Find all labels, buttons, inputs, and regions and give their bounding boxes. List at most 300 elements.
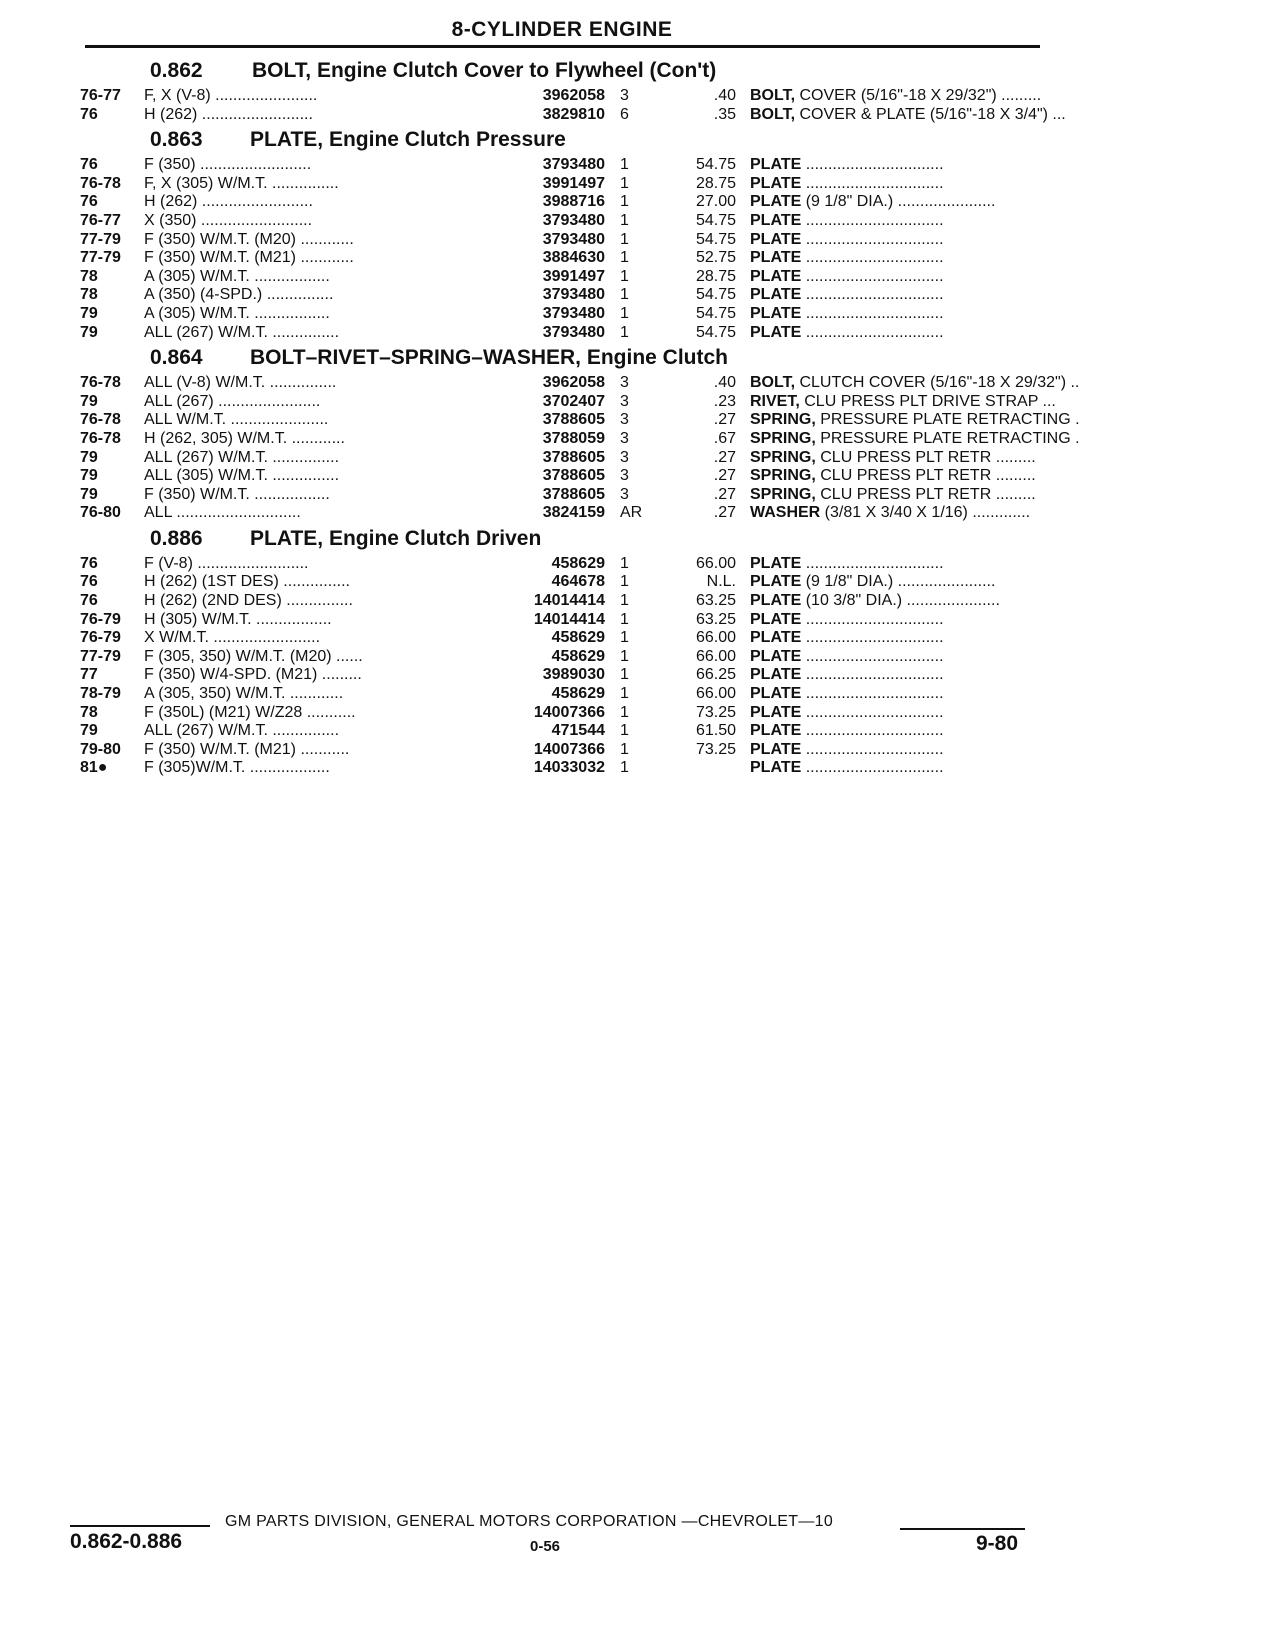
description-cell <box>750 629 1110 648</box>
description-cell <box>750 156 1110 175</box>
table-row <box>80 268 1060 287</box>
description-detail: ............................... <box>801 629 944 647</box>
description-keyword: WASHER <box>750 504 821 522</box>
quantity-cell: 1 <box>620 759 629 777</box>
price-cell: 73.25 <box>695 740 736 758</box>
description-detail: (9 1/8" DIA.) ...................... <box>801 193 996 211</box>
description-detail: ............................... <box>801 554 944 572</box>
part-number-cell: 3991497 <box>542 174 605 192</box>
description-cell <box>750 592 1110 611</box>
section-number: 0.863 <box>150 128 203 152</box>
table-row <box>80 648 1060 667</box>
quantity-cell: 3 <box>620 392 629 410</box>
description-keyword: BOLT, <box>750 87 796 104</box>
price-cell: 66.00 <box>695 685 736 703</box>
table-row <box>80 449 1060 468</box>
year-cell: 77-79 <box>80 249 121 267</box>
part-number-cell: 3989030 <box>542 666 605 684</box>
quantity-cell: 1 <box>620 267 629 285</box>
section-title: BOLT–RIVET–SPRING–WASHER, Engine Clutch <box>250 346 728 370</box>
description-detail: CLU PRESS PLT RETR ......... <box>815 467 1036 485</box>
year-cell: 77-79 <box>80 230 121 248</box>
description-detail: ............................... <box>801 610 944 628</box>
application-cell: F (350) W/M.T. (M21) ............ <box>144 249 354 267</box>
price-cell: .67 <box>713 429 736 447</box>
application-cell: ALL (267) W/M.T. ............... <box>144 448 340 466</box>
price-cell: 66.00 <box>695 647 736 665</box>
quantity-cell: 6 <box>620 105 629 123</box>
price-cell: .27 <box>713 448 736 466</box>
price-cell: 63.25 <box>695 592 736 610</box>
application-cell: F (350) W/4-SPD. (M21) ......... <box>144 666 362 684</box>
application-cell: H (262) (1ST DES) ............... <box>144 573 350 591</box>
description-cell <box>750 231 1110 250</box>
description-cell <box>750 666 1110 685</box>
year-cell: 76-78 <box>80 174 121 192</box>
application-cell: ALL (305) W/M.T. ............... <box>144 467 340 485</box>
year-cell: 76-78 <box>80 429 121 447</box>
price-cell: 54.75 <box>695 323 736 341</box>
year-cell: 76 <box>80 592 98 610</box>
section-header <box>80 124 1060 156</box>
application-cell: H (262) (2ND DES) ............... <box>144 592 353 610</box>
description-detail: ............................... <box>801 286 944 304</box>
description-detail: ............................... <box>801 740 944 758</box>
table-row <box>80 629 1060 648</box>
quantity-cell: 1 <box>620 647 629 665</box>
table-row <box>80 286 1060 305</box>
description-keyword: PLATE <box>750 249 802 267</box>
description-detail: ............................... <box>801 647 944 665</box>
quantity-cell: 1 <box>620 722 629 740</box>
description-detail: (3/81 X 3/40 X 1/16) ............. <box>820 504 1031 522</box>
part-number-cell: 458629 <box>551 647 605 665</box>
description-keyword: PLATE <box>750 156 802 174</box>
table-row <box>80 486 1060 505</box>
description-cell <box>750 305 1110 324</box>
year-cell: 77 <box>80 666 98 684</box>
table-row <box>80 611 1060 630</box>
year-cell: 76-77 <box>80 211 121 229</box>
description-keyword: PLATE <box>750 230 802 248</box>
description-keyword: PLATE <box>750 629 802 647</box>
description-keyword: PLATE <box>750 304 802 322</box>
price-cell: 63.25 <box>695 610 736 628</box>
title-rule <box>85 45 1040 48</box>
description-keyword: PLATE <box>750 666 802 684</box>
table-row <box>80 156 1060 175</box>
year-cell: 78 <box>80 286 98 304</box>
description-detail: CLUTCH COVER (5/16"-18 X 29/32") .. <box>795 374 1080 392</box>
application-cell: F (305, 350) W/M.T. (M20) ...... <box>144 647 363 665</box>
quantity-cell: 1 <box>620 592 629 610</box>
description-cell <box>750 648 1110 667</box>
description-detail: COVER & PLATE (5/16"-18 X 3/4") ... <box>795 105 1066 123</box>
footer-date: 9-80 <box>976 1532 1019 1555</box>
description-keyword: BOLT, <box>750 105 796 123</box>
table-row <box>80 467 1060 486</box>
quantity-cell: 1 <box>620 193 629 211</box>
description-cell <box>750 106 1110 125</box>
description-cell <box>750 87 1110 106</box>
application-cell: A (305) W/M.T. ................. <box>144 267 330 285</box>
quantity-cell: 1 <box>620 610 629 628</box>
description-cell <box>750 504 1110 523</box>
quantity-cell: 3 <box>620 467 629 485</box>
application-cell: F (350) ......................... <box>144 156 312 174</box>
part-number-cell: 3793480 <box>542 304 605 322</box>
description-cell <box>750 741 1110 760</box>
description-detail: ............................... <box>801 211 944 229</box>
quantity-cell: 1 <box>620 685 629 703</box>
year-cell: 78-79 <box>80 685 121 703</box>
page-title: 8-CYLINDER ENGINE <box>451 18 673 41</box>
table-row <box>80 105 1066 125</box>
price-cell: 66.00 <box>695 629 736 647</box>
application-cell: A (305) W/M.T. ................. <box>144 304 330 322</box>
description-keyword: SPRING, <box>750 467 816 485</box>
part-number-cell: 14033032 <box>533 759 605 777</box>
part-number-cell: 458629 <box>551 685 605 703</box>
part-number-cell: 3793480 <box>542 323 605 341</box>
part-number-cell: 3788059 <box>542 429 605 447</box>
description-cell <box>750 430 1110 449</box>
description-keyword: PLATE <box>750 193 802 211</box>
table-row <box>80 87 1060 106</box>
part-number-cell: 464678 <box>551 573 605 591</box>
application-cell: H (305) W/M.T. ................. <box>144 610 332 628</box>
quantity-cell: 1 <box>620 230 629 248</box>
description-keyword: PLATE <box>750 647 802 665</box>
table-row <box>80 704 1060 723</box>
price-cell: .27 <box>713 504 736 522</box>
application-cell: H (262) ......................... <box>144 105 313 123</box>
description-detail: ............................... <box>801 267 944 285</box>
part-number-cell: 14014414 <box>533 610 605 628</box>
description-cell <box>750 449 1110 468</box>
description-cell <box>750 467 1110 486</box>
year-cell: 77-79 <box>80 647 121 665</box>
table-row <box>80 305 1060 324</box>
description-detail: ............................... <box>801 666 944 684</box>
description-detail: ............................... <box>801 703 944 721</box>
description-detail: CLU PRESS PLT DRIVE STRAP ... <box>799 392 1056 410</box>
parts-catalog <box>80 55 1080 778</box>
description-detail: ............................... <box>801 722 944 740</box>
description-keyword: SPRING, <box>750 429 816 447</box>
quantity-cell: 1 <box>620 211 629 229</box>
description-keyword: RIVET, <box>750 392 800 410</box>
table-row <box>80 429 1080 449</box>
part-number-cell: 3788605 <box>542 485 605 503</box>
part-number-cell: 3829810 <box>542 105 605 123</box>
year-cell: 79 <box>80 304 98 322</box>
price-cell: 54.75 <box>695 211 736 229</box>
description-cell <box>750 759 1110 778</box>
part-number-cell: 3788605 <box>542 467 605 485</box>
description-keyword: PLATE <box>750 685 802 703</box>
part-number-cell: 3793480 <box>542 211 605 229</box>
year-cell: 76-80 <box>80 504 121 522</box>
application-cell: F (350) W/M.T. ................. <box>144 485 330 503</box>
year-cell: 76 <box>80 156 98 174</box>
quantity-cell: 1 <box>620 740 629 758</box>
year-cell: 79 <box>80 722 98 740</box>
year-cell: 76 <box>80 105 98 123</box>
application-cell: F (V-8) ......................... <box>144 554 309 572</box>
application-cell: H (262, 305) W/M.T. ............ <box>144 429 345 447</box>
year-cell: 81● <box>80 759 108 777</box>
section-number: 0.864 <box>150 346 203 370</box>
table-row <box>80 741 1060 760</box>
application-cell: ALL W/M.T. ...................... <box>144 411 329 429</box>
price-cell: .40 <box>713 87 736 104</box>
quantity-cell: 3 <box>620 411 629 429</box>
price-cell: 61.50 <box>695 722 736 740</box>
footer-section-range: 0.862-0.886 <box>70 1530 183 1553</box>
part-number-cell: 3988716 <box>542 193 605 211</box>
description-detail: PRESSURE PLATE RETRACTING . <box>815 429 1080 447</box>
description-cell <box>750 611 1110 630</box>
price-cell: .27 <box>713 467 736 485</box>
year-cell: 78 <box>80 267 98 285</box>
description-keyword: PLATE <box>750 554 802 572</box>
description-detail: ............................... <box>801 174 944 192</box>
quantity-cell: 1 <box>620 249 629 267</box>
year-cell: 79 <box>80 467 98 485</box>
part-number-cell: 3824159 <box>542 504 605 522</box>
description-cell <box>750 212 1110 231</box>
description-detail: ............................... <box>801 759 944 777</box>
part-number-cell: 14007366 <box>533 703 605 721</box>
application-cell: ALL (267) W/M.T. ............... <box>144 323 340 341</box>
description-cell <box>750 393 1110 412</box>
part-number-cell: 3884630 <box>542 249 605 267</box>
application-cell: F, X (305) W/M.T. ............... <box>144 174 339 192</box>
part-number-cell: 3793480 <box>542 286 605 304</box>
table-row <box>80 374 1080 393</box>
description-keyword: PLATE <box>750 740 802 758</box>
year-cell: 79 <box>80 448 98 466</box>
section-header <box>80 523 1060 555</box>
section-title: PLATE, Engine Clutch Driven <box>250 526 542 550</box>
description-keyword: SPRING, <box>750 448 816 466</box>
year-cell: 76-78 <box>80 374 121 392</box>
quantity-cell: 1 <box>620 304 629 322</box>
part-number-cell: 3793480 <box>542 230 605 248</box>
description-keyword: PLATE <box>750 722 802 740</box>
quantity-cell: 1 <box>620 666 629 684</box>
year-cell: 76 <box>80 193 98 211</box>
description-detail: ............................... <box>801 230 944 248</box>
year-cell: 76 <box>80 573 98 591</box>
price-cell: 73.25 <box>695 703 736 721</box>
part-number-cell: 14014414 <box>533 592 605 610</box>
application-cell: ALL ............................ <box>144 504 301 522</box>
description-cell <box>750 411 1110 430</box>
table-row <box>80 393 1060 412</box>
description-cell <box>750 193 1110 212</box>
price-cell: 54.75 <box>695 304 736 322</box>
application-cell: ALL (267) W/M.T. ............... <box>144 722 340 740</box>
description-keyword: PLATE <box>750 759 802 777</box>
section-header <box>80 342 1060 374</box>
price-cell: 66.00 <box>695 554 736 572</box>
quantity-cell: 3 <box>620 485 629 503</box>
description-cell <box>750 268 1110 287</box>
table-row <box>80 573 1060 592</box>
description-keyword: PLATE <box>750 703 802 721</box>
quantity-cell: 1 <box>620 629 629 647</box>
price-cell: 27.00 <box>695 193 736 211</box>
table-row <box>80 666 1060 685</box>
description-cell <box>750 249 1110 268</box>
price-cell: 54.75 <box>695 156 736 174</box>
quantity-cell: 1 <box>620 703 629 721</box>
section-header <box>80 55 1060 87</box>
table-row <box>80 555 1060 574</box>
quantity-cell: AR <box>620 504 643 522</box>
year-cell: 76-79 <box>80 610 121 628</box>
part-number-cell: 3788605 <box>542 448 605 466</box>
description-keyword: SPRING, <box>750 485 816 503</box>
table-row <box>80 592 1060 611</box>
price-cell: .35 <box>713 105 736 123</box>
description-detail: (10 3/8" DIA.) ..................... <box>801 592 1000 610</box>
table-row <box>80 175 1060 194</box>
price-cell: 54.75 <box>695 230 736 248</box>
year-cell: 76-78 <box>80 411 121 429</box>
quantity-cell: 3 <box>620 374 629 392</box>
price-cell: .23 <box>713 392 736 410</box>
description-detail: ............................... <box>801 304 944 322</box>
table-row <box>80 193 1060 212</box>
section-number: 0.886 <box>150 526 203 550</box>
part-number-cell: 3702407 <box>542 392 605 410</box>
quantity-cell: 3 <box>620 448 629 466</box>
description-detail: ............................... <box>801 323 944 341</box>
application-cell: A (305, 350) W/M.T. ............ <box>144 685 344 703</box>
price-cell: 52.75 <box>695 249 736 267</box>
description-cell <box>750 324 1110 343</box>
application-cell: A (350) (4-SPD.) ............... <box>144 286 334 304</box>
description-cell <box>750 374 1110 393</box>
part-number-cell: 14007366 <box>533 740 605 758</box>
year-cell: 76-77 <box>80 87 121 104</box>
description-detail: (9 1/8" DIA.) ...................... <box>801 573 996 591</box>
quantity-cell: 1 <box>620 554 629 572</box>
description-cell <box>750 704 1110 723</box>
application-cell: X W/M.T. ........................ <box>144 629 321 647</box>
application-cell: ALL (V-8) W/M.T. ............... <box>144 374 337 392</box>
table-row <box>80 411 1080 430</box>
year-cell: 79 <box>80 392 98 410</box>
part-number-cell: 458629 <box>551 554 605 572</box>
application-cell: F (305)W/M.T. .................. <box>144 759 330 777</box>
price-cell: 54.75 <box>695 286 736 304</box>
price-cell: 28.75 <box>695 267 736 285</box>
price-cell: .27 <box>713 485 736 503</box>
description-keyword: PLATE <box>750 211 802 229</box>
section-title: PLATE, Engine Clutch Pressure <box>250 128 566 152</box>
description-detail: ............................... <box>801 249 944 267</box>
table-row <box>80 324 1060 343</box>
quantity-cell: 1 <box>620 174 629 192</box>
description-detail: CLU PRESS PLT RETR ......... <box>815 485 1036 503</box>
table-row <box>80 722 1060 741</box>
description-cell <box>750 722 1110 741</box>
year-cell: 79 <box>80 485 98 503</box>
description-keyword: PLATE <box>750 286 802 304</box>
year-cell: 79-80 <box>80 740 121 758</box>
price-cell: .27 <box>713 411 736 429</box>
part-number-cell: 3793480 <box>542 156 605 174</box>
year-cell: 78 <box>80 703 98 721</box>
quantity-cell: 3 <box>620 87 629 104</box>
description-keyword: PLATE <box>750 174 802 192</box>
part-number-cell: 471544 <box>551 722 605 740</box>
description-cell <box>750 573 1110 592</box>
part-number-cell: 3962058 <box>542 87 605 104</box>
description-cell <box>750 286 1110 305</box>
quantity-cell: 1 <box>620 156 629 174</box>
footer-rule-right <box>900 1528 1025 1530</box>
year-cell: 76 <box>80 554 98 572</box>
description-cell <box>750 486 1110 505</box>
table-row <box>80 249 1060 268</box>
description-detail: CLU PRESS PLT RETR ......... <box>815 448 1036 466</box>
quantity-cell: 3 <box>620 429 629 447</box>
price-cell: N.L. <box>706 573 736 591</box>
description-keyword: SPRING, <box>750 411 816 429</box>
description-detail: ............................... <box>801 156 944 174</box>
description-detail: COVER (5/16"-18 X 29/32") ......... <box>795 87 1042 104</box>
year-cell: 76-79 <box>80 629 121 647</box>
price-cell: 66.25 <box>695 666 736 684</box>
description-keyword: BOLT, <box>750 374 796 392</box>
table-row <box>80 759 1060 778</box>
description-keyword: PLATE <box>750 323 802 341</box>
section-title: BOLT, Engine Clutch Cover to Flywheel (Con't) <box>252 59 717 82</box>
description-keyword: PLATE <box>750 610 802 628</box>
application-cell: F (350) W/M.T. (M21) ........... <box>144 740 350 758</box>
description-cell <box>750 175 1110 194</box>
footer-publisher: GM PARTS DIVISION, GENERAL MOTORS CORPORATION —CHEVROLET—10 <box>225 1513 834 1530</box>
footer-page-number: 0-56 <box>530 1538 561 1555</box>
table-row <box>80 504 1060 523</box>
quantity-cell: 1 <box>620 286 629 304</box>
price-cell: 28.75 <box>695 174 736 192</box>
section-number: 0.862 <box>150 59 203 82</box>
description-keyword: PLATE <box>750 573 802 591</box>
footer-rule-left <box>70 1525 210 1527</box>
description-cell <box>750 685 1110 704</box>
application-cell: F, X (V-8) ....................... <box>144 87 318 104</box>
part-number-cell: 3991497 <box>542 267 605 285</box>
application-cell: F (350L) (M21) W/Z28 ........... <box>144 703 356 721</box>
quantity-cell: 1 <box>620 573 629 591</box>
application-cell: X (350) ......................... <box>144 211 313 229</box>
description-keyword: PLATE <box>750 267 802 285</box>
part-number-cell: 458629 <box>551 629 605 647</box>
table-row <box>80 212 1060 231</box>
part-number-cell: 3962058 <box>542 374 605 392</box>
application-cell: F (350) W/M.T. (M20) ............ <box>144 230 354 248</box>
description-detail: ............................... <box>801 685 944 703</box>
application-cell: H (262) ......................... <box>144 193 313 211</box>
description-detail: PRESSURE PLATE RETRACTING . <box>815 411 1080 429</box>
table-row <box>80 685 1060 704</box>
